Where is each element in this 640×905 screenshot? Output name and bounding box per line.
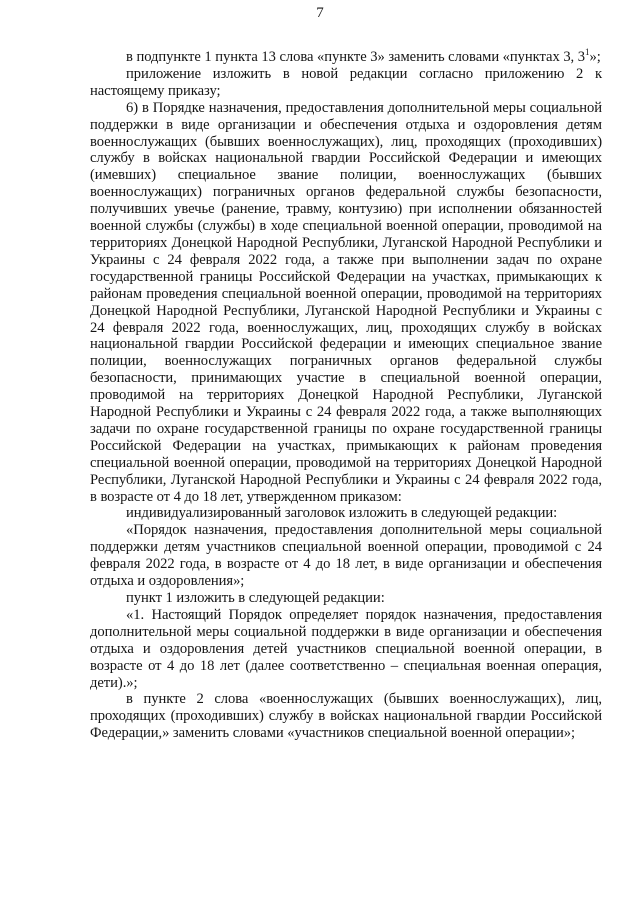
paragraph-text: в подпункте 1 пункта 13 слова «пункте 3» заменить словами «пунктах 3, 3 xyxy=(126,49,586,65)
page-number: 7 xyxy=(316,5,324,21)
paragraph-point-1-amendment: пункт 1 изложить в следующей редакции: xyxy=(126,590,385,606)
superscript: 1 xyxy=(585,47,590,57)
paragraph-title-amendment: индивидуализированный заголовок изложить в следующей редакции: xyxy=(126,505,558,522)
paragraph-appendix-amendment: приложение изложить в новой редакции согласно приложению 2 к настоящему приказу; xyxy=(90,65,602,99)
paragraph-text: »; xyxy=(589,49,601,65)
paragraph-point-2-amendment: в пункте 2 слова «военнослужащих (бывших военнослужащих), лиц, проходящих (проходивших) службу в войсках национальной гвардии Российской Федерации,» заменить словами «участников специальной военной операции»; xyxy=(90,691,602,742)
paragraph-subpoint-1-amendment xyxy=(90,49,602,66)
document-body xyxy=(90,49,602,742)
paragraph-new-title: «Порядок назначения, предоставления дополнительной меры социальной поддержки детям участников специальной военной операции, проводимой с 24 февраля 2022 года, в возрасте от 4 до 18 лет, в виде организации и обеспечения отдыха и оздоровления»; xyxy=(90,522,602,590)
paragraph-item-6: 6) в Порядке назначения, предоставления дополнительной меры социальной поддержки в виде организации и обеспечения отдыха и оздоровления детям военнослужащих (бывших военнослужащих), лиц, проходящих (проходивших) службу в войсках национальной гвардии Российской Федерации и имеющих (имевших) специальное звание полиции, военнослужащих (бывших военнослужащих) пограничных органов федеральной службы безопасности, получивших увечье (ранение, травму, контузию) при исполнении обязанностей военной службы (службы) в ходе специальной военной операции, проводимой на территориях Донецкой Народной Республики, Луганской Народной Республики и Украины с 24 февраля 2022 года, а также при выполнении задач по охране государственной границы Российской Федерации на участках, примыкающих к районам проведения специальной военной операции, проводимой на территориях Донецкой Народной Республики, Луганской Народной Республики и Украины с 24 февраля 2022 года, военнослужащих, лиц, проходящих службу в войсках национальной гвардии Российской федерации и имеющих специальное звание полиции, военнослужащих пограничных органов федеральной службы безопасности, принимающих участие в специальной военной операции, проводимой на территориях Донецкой Народной Республики, Луганской Народной Республики и Украины с 24 февраля 2022 года, а также выполняющих задачи по охране государственной границы по охране государственной границы Российской Федерации на участках, примыкающих к районам проведения специальной военной операции, проводимой на территориях Донецкой Народной Республики, Луганской Народной Республики и Украины с 24 февраля 2022 года, в возрасте от 4 до 18 лет, утвержденном приказом: xyxy=(90,99,602,505)
paragraph-new-point-1: «1. Настоящий Порядок определяет порядок назначения, предоставления дополнительной меры социальной поддержки в виде организации и обеспечения отдыха и оздоровления детей участников специальной военной операции, в возрасте от 4 до 18 лет (далее соответственно – специальная военная операция, дети).»; xyxy=(90,606,602,691)
